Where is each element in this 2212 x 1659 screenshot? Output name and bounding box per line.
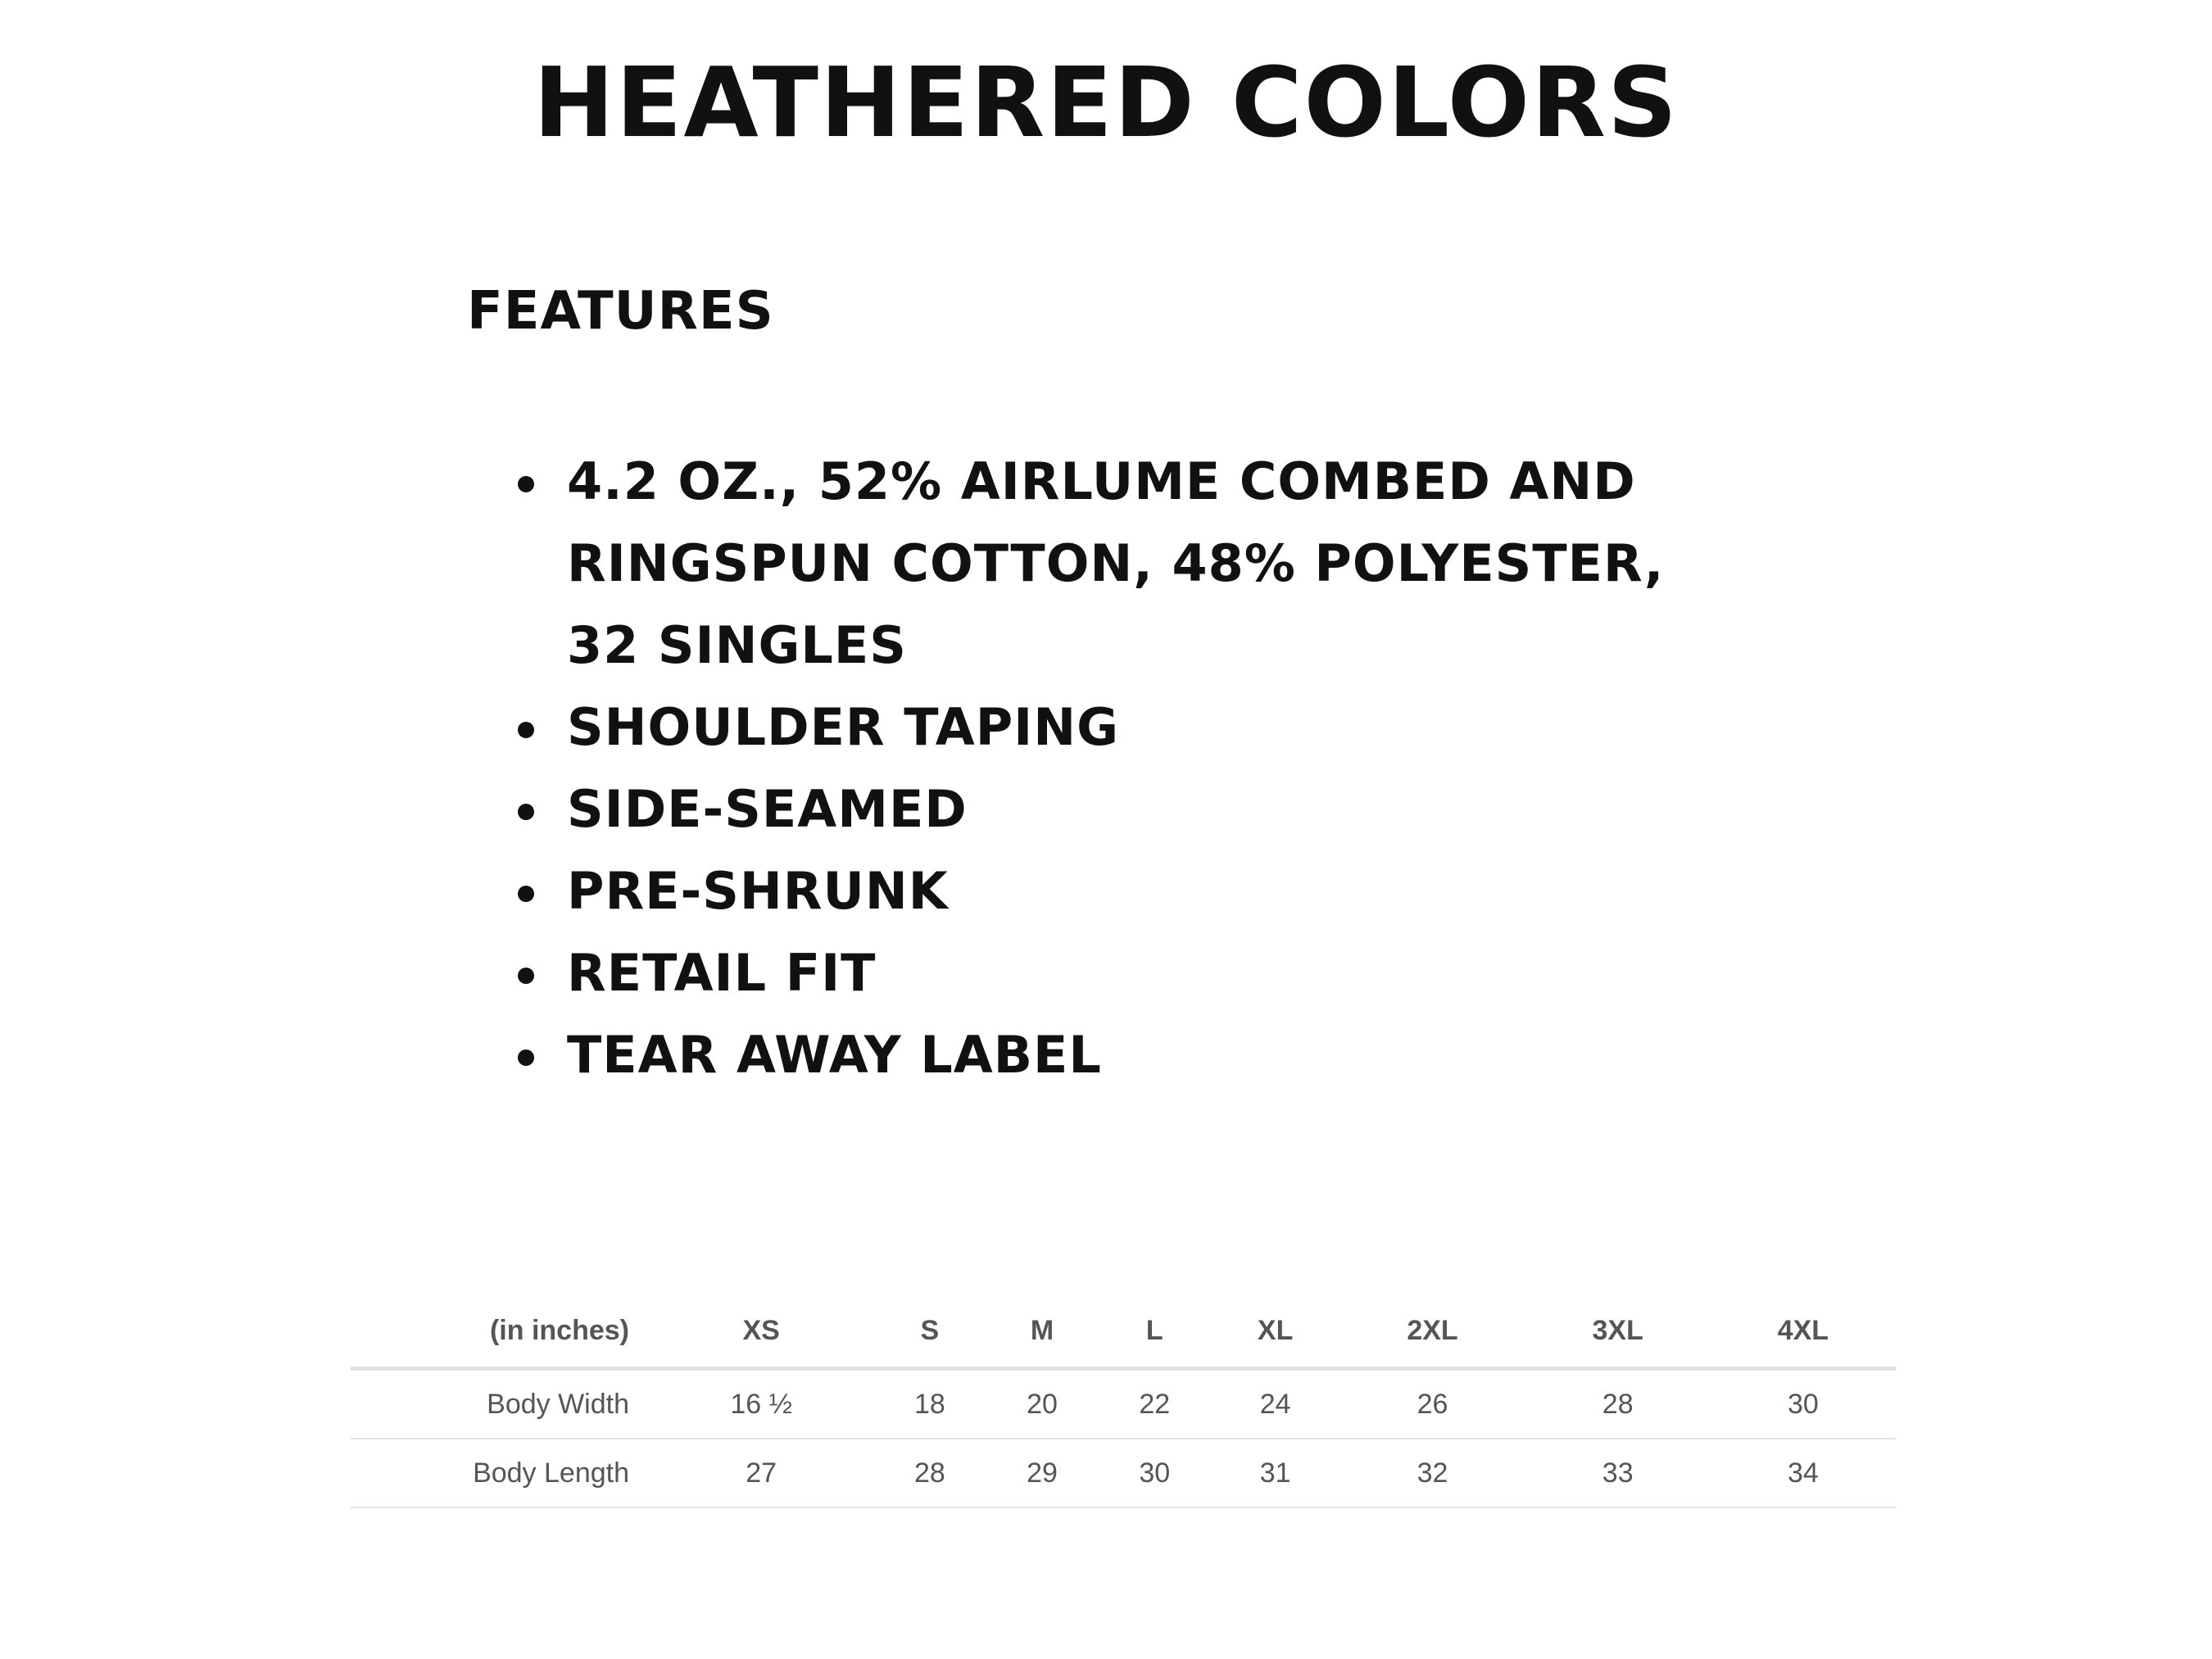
table-cell: 16 ½: [649, 1369, 873, 1439]
bullet-icon: [518, 1049, 534, 1066]
bullet-icon: [518, 968, 534, 984]
features-heading: FEATURES: [467, 281, 774, 342]
feature-text: SHOULDER TAPING: [567, 697, 1119, 757]
table-cell: 20: [986, 1369, 1098, 1439]
table-row: [351, 1369, 1896, 1439]
feature-text: 4.2 OZ., 52% AIRLUME COMBED AND RINGSPUN COTTON, 48% POLYESTER, 32 SINGLES: [567, 451, 1665, 675]
size-header-l: L: [1099, 1294, 1211, 1369]
feature-item: [567, 932, 1796, 1014]
feature-item: [567, 687, 1796, 768]
table-cell: 33: [1525, 1439, 1711, 1507]
size-header-xl: XL: [1211, 1294, 1340, 1369]
table-row: [351, 1439, 1896, 1507]
table-cell: 27: [649, 1439, 873, 1507]
table-cell: 22: [1099, 1369, 1211, 1439]
feature-text: SIDE-SEAMED: [567, 779, 968, 839]
page-title: HEATHERED COLORS: [533, 46, 1679, 159]
table-cell: 32: [1339, 1439, 1525, 1507]
feature-text: PRE-SHRUNK: [567, 861, 949, 921]
feature-item: [567, 768, 1796, 850]
unit-label: (in inches): [351, 1294, 649, 1369]
bullet-icon: [518, 476, 534, 492]
feature-text: RETAIL FIT: [567, 943, 877, 1003]
table-cell: 31: [1211, 1439, 1340, 1507]
feature-text: TEAR AWAY LABEL: [567, 1025, 1102, 1085]
features-list: [567, 441, 1796, 1096]
size-header-m: M: [986, 1294, 1098, 1369]
table-cell: 30: [1099, 1439, 1211, 1507]
bullet-icon: [518, 804, 534, 820]
row-label-body-length: Body Length: [351, 1439, 649, 1507]
table-cell: 28: [873, 1439, 986, 1507]
size-header-3xl: 3XL: [1525, 1294, 1711, 1369]
bullet-icon: [518, 886, 534, 902]
table-cell: 30: [1711, 1369, 1896, 1439]
feature-item: [567, 1014, 1796, 1096]
table-cell: 18: [873, 1369, 986, 1439]
size-header-2xl: 2XL: [1339, 1294, 1525, 1369]
size-chart-table: [351, 1294, 1896, 1508]
bullet-icon: [518, 722, 534, 738]
size-header-xs: XS: [649, 1294, 873, 1369]
feature-item: [567, 850, 1796, 932]
size-header-4xl: 4XL: [1711, 1294, 1896, 1369]
feature-item: [567, 441, 1730, 687]
size-header-s: S: [873, 1294, 986, 1369]
table-header-row: [351, 1294, 1896, 1369]
table-cell: 24: [1211, 1369, 1340, 1439]
table-cell: 34: [1711, 1439, 1896, 1507]
table-cell: 29: [986, 1439, 1098, 1507]
table-cell: 28: [1525, 1369, 1711, 1439]
row-label-body-width: Body Width: [351, 1369, 649, 1439]
table-cell: 26: [1339, 1369, 1525, 1439]
